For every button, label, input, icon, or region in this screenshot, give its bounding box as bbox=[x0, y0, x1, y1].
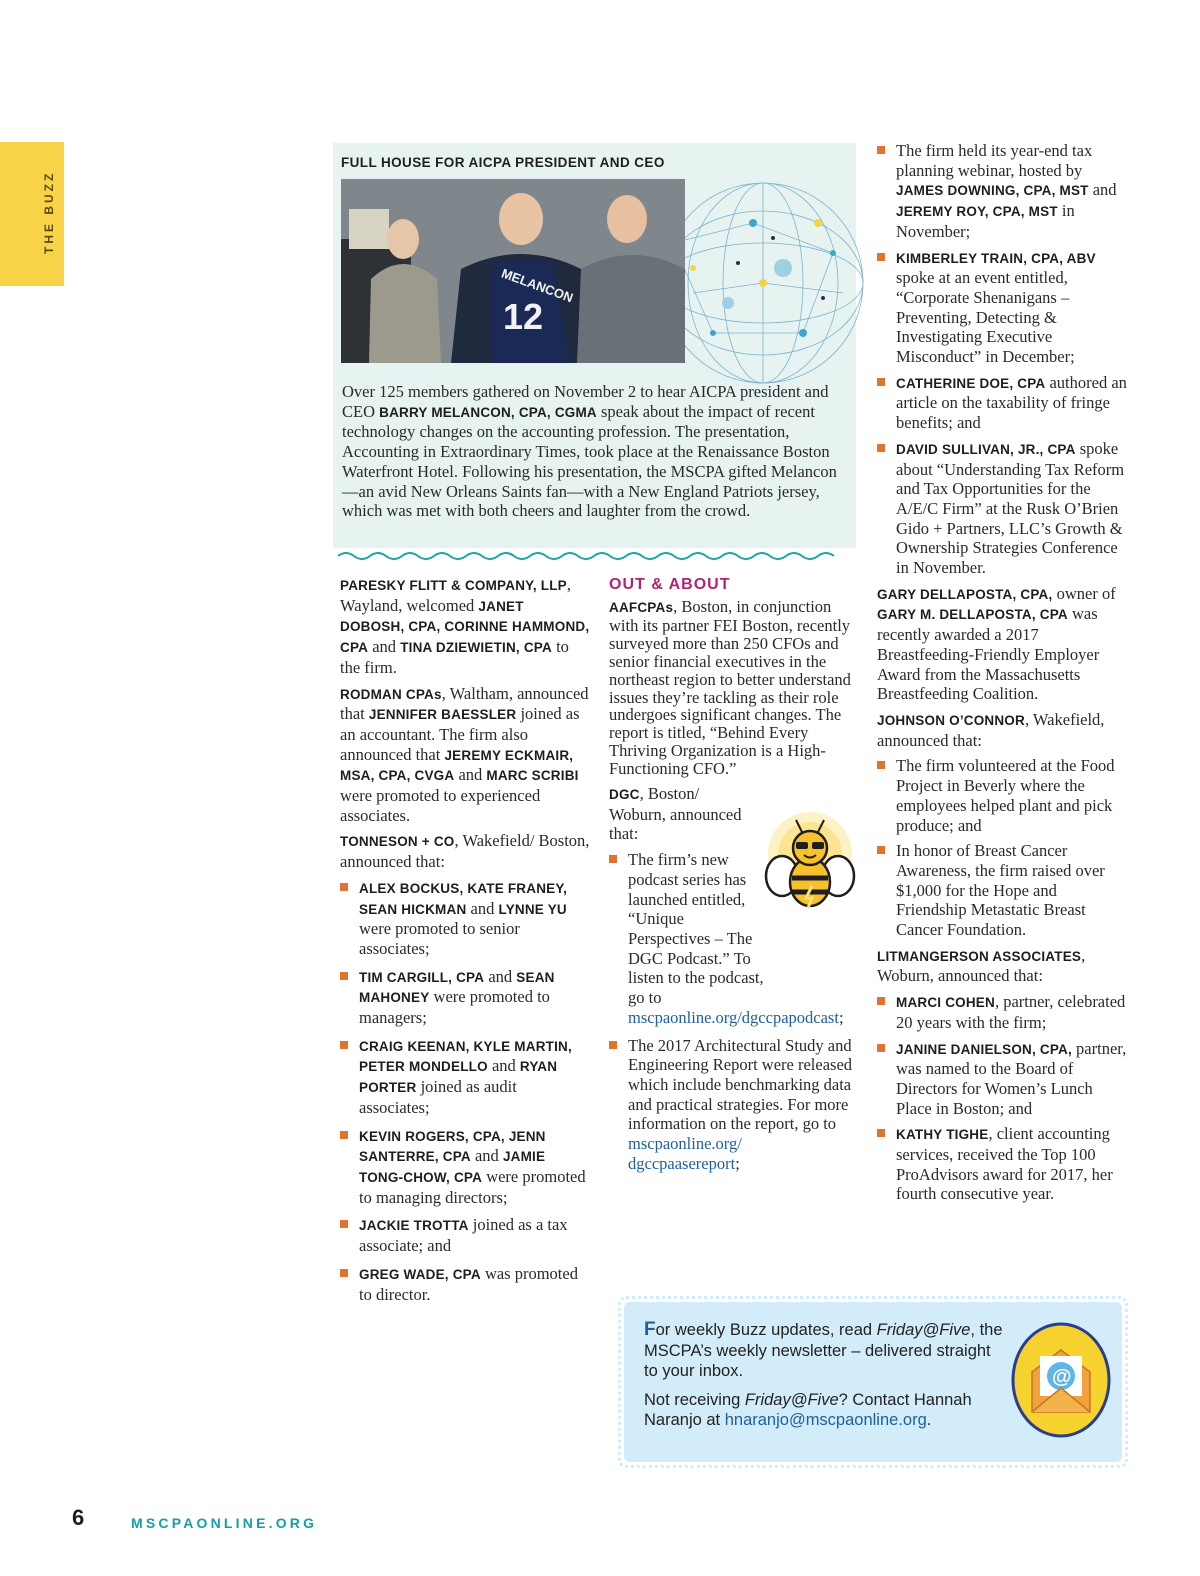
footer-website: MSCPAONLINE.ORG bbox=[131, 1515, 318, 1531]
feature-title: FULL HOUSE FOR AICPA PRESIDENT AND CEO bbox=[341, 155, 665, 170]
page-number: 6 bbox=[72, 1505, 85, 1530]
promo-line-1: For weekly Buzz updates, read Friday@Five, the MSCPA’s weekly newsletter – delivered straight to your inbox. bbox=[644, 1319, 1003, 1380]
jersey-name: MELANCON bbox=[499, 265, 576, 306]
bee-mascot-icon bbox=[762, 810, 858, 914]
list-item: The firm held its year-end tax planning webinar, hosted by JAMES DOWNING, CPA, MST and JEREMY ROY, CPA, MST in November; bbox=[877, 141, 1127, 242]
list-item: The 2017 Architectural Study and Engineering Report were released which include benchmarking data and practical strategies. For more information on the report, go to mscpaonline.org/ dgccpaasereport; bbox=[609, 1036, 857, 1174]
paragraph-dgc: DGC, Boston/ Woburn, announced that: bbox=[609, 784, 742, 844]
tonneson-list bbox=[340, 878, 590, 1304]
list-item: KEVIN ROGERS, CPA, JENN SANTERRE, CPA and JAMIE TONG-CHOW, CPA were promoted to managing directors; bbox=[340, 1126, 590, 1208]
email-link[interactable]: hnaranjo@mscpaonline.org bbox=[724, 1411, 927, 1429]
list-item: KATHY TIGHE, client accounting services, received the Top 100 ProAdvisors award for 2017, her fourth consecutive year. bbox=[877, 1124, 1127, 1204]
svg-text:@: @ bbox=[1052, 1366, 1072, 1388]
list-item: DAVID SULLIVAN, JR., CPA spoke about “Understanding Tax Reform and Tax Opportunities for the A/E/C Firm” at the Rusk O’Brien Gido + Partners, LLC’s Growth & Ownership Strategies Conference in November. bbox=[877, 439, 1127, 578]
email-envelope-icon bbox=[1010, 1322, 1112, 1438]
list-item: JANINE DANIELSON, CPA, partner, was named to the Board of Directors for Women’s Lunch Place in Boston; and bbox=[877, 1039, 1127, 1119]
list-item: ALEX BOCKUS, KATE FRANEY, SEAN HICKMAN and LYNNE YU were promoted to senior associates; bbox=[340, 878, 590, 959]
promo-text bbox=[644, 1320, 1004, 1431]
report-link[interactable]: mscpaonline.org/ dgccpaasereport bbox=[628, 1134, 742, 1173]
list-item: KIMBERLEY TRAIN, CPA, ABV spoke at an event entitled, “Corporate Shenanigans – Preventing, Detecting & Investigating Executive Misconduct” in December; bbox=[877, 248, 1127, 367]
event-photo bbox=[341, 179, 685, 363]
newsletter-promo bbox=[624, 1302, 1122, 1462]
list-item: The firm’s new podcast series has launched entitled, “Unique Perspectives – The DGC Podcast.” To listen to the podcast, go to mscpaonline.org/dgccpapodcast; bbox=[609, 850, 857, 1027]
list-item: The firm volunteered at the Food Project in Beverly where the employees helped plant and pick produce; and bbox=[877, 756, 1127, 835]
paragraph-paresky: PARESKY FLITT & COMPANY, LLP, Wayland, welcomed JANET DOBOSH, CPA, CORINNE HAMMOND, CPA and TINA DZIEWIETIN, CPA to the firm. bbox=[340, 575, 590, 677]
promo-line-2: Not receiving Friday@Five? Contact Hannah Naranjo at hnaranjo@mscpaonline.org. bbox=[644, 1390, 972, 1429]
paragraph-litmangerson: LITMANGERSON ASSOCIATES, Woburn, announced that: bbox=[877, 945, 1086, 986]
feature-box bbox=[333, 143, 856, 548]
top-list bbox=[877, 141, 1127, 578]
list-item: JACKIE TROTTA joined as a tax associate; and bbox=[340, 1215, 590, 1255]
section-heading: OUT & ABOUT bbox=[609, 576, 731, 593]
paragraph-dellaposta: GARY DELLAPOSTA, CPA, owner of GARY M. DELLAPOSTA, CPA was recently awarded a 2017 Breastfeeding-Friendly Employer Award from the Massachusetts Breastfeeding Coalition. bbox=[877, 583, 1116, 704]
podcast-link[interactable]: mscpaonline.org/dgccpapodcast bbox=[628, 1007, 839, 1027]
column-left bbox=[340, 575, 590, 1312]
feature-story: Over 125 members gathered on November 2 to hear AICPA president and CEO BARRY MELANCON, CPA, CGMA speak about the impact of recent technology changes on the accounting profession. The presentation, Accounting in Extraordinary Times, took place at the Renaissance Boston Waterfront Hotel. Following his presentation, the MSCPA gifted Melancon—an avid New Orleans Saints fan—with a New England Patriots jersey, which was met with both cheers and laughter from the crowd. bbox=[342, 382, 837, 521]
list-item: MARCI COHEN, partner, celebrated 20 years with the firm; bbox=[877, 992, 1127, 1032]
litmangerson-list bbox=[877, 992, 1127, 1204]
paragraph-rodman: RODMAN CPAs, Waltham, announced that JENNIFER BAESSLER joined as an accountant. The firm also announced that JEREMY ECKMAIR, MSA, CPA, CVGA and MARC SCRIBI were promoted to experienced associates. bbox=[340, 683, 589, 825]
paragraph-johnson: JOHNSON O’CONNOR, Wakefield, announced that: bbox=[877, 709, 1105, 750]
jersey-number: 12 bbox=[503, 296, 544, 337]
column-right bbox=[877, 141, 1127, 1210]
list-item: CATHERINE DOE, CPA authored an article on the taxability of fringe benefits; and bbox=[877, 373, 1127, 433]
paragraph-tonneson: TONNESON + CO, Wakefield/ Boston, announced that: bbox=[340, 831, 590, 872]
list-item: In honor of Breast Cancer Awareness, the firm raised over $1,000 for the Hope and Friendship Metastatic Breast Cancer Foundation. bbox=[877, 841, 1127, 940]
list-item: TIM CARGILL, CPA and SEAN MAHONEY were promoted to managers; bbox=[340, 967, 590, 1028]
johnson-list bbox=[877, 756, 1127, 939]
list-item: CRAIG KEENAN, KYLE MARTIN, PETER MONDELLO and RYAN PORTER joined as audit associates; bbox=[340, 1036, 590, 1118]
list-item: GREG WADE, CPA was promoted to director. bbox=[340, 1264, 590, 1304]
paragraph-aafcpas: AAFCPAs, Boston, in conjunction with its partner FEI Boston, recently surveyed more than 250 CFOs and senior financial executives in the northeast region to better understand issues they’re tackling as their role undergoes significant changes. The report is titled, “Behind Every Thriving Organization is a High-Functioning CFO.” bbox=[609, 597, 851, 779]
section-tab-label: THE BUZZ bbox=[42, 170, 56, 254]
wave-divider bbox=[338, 548, 836, 564]
